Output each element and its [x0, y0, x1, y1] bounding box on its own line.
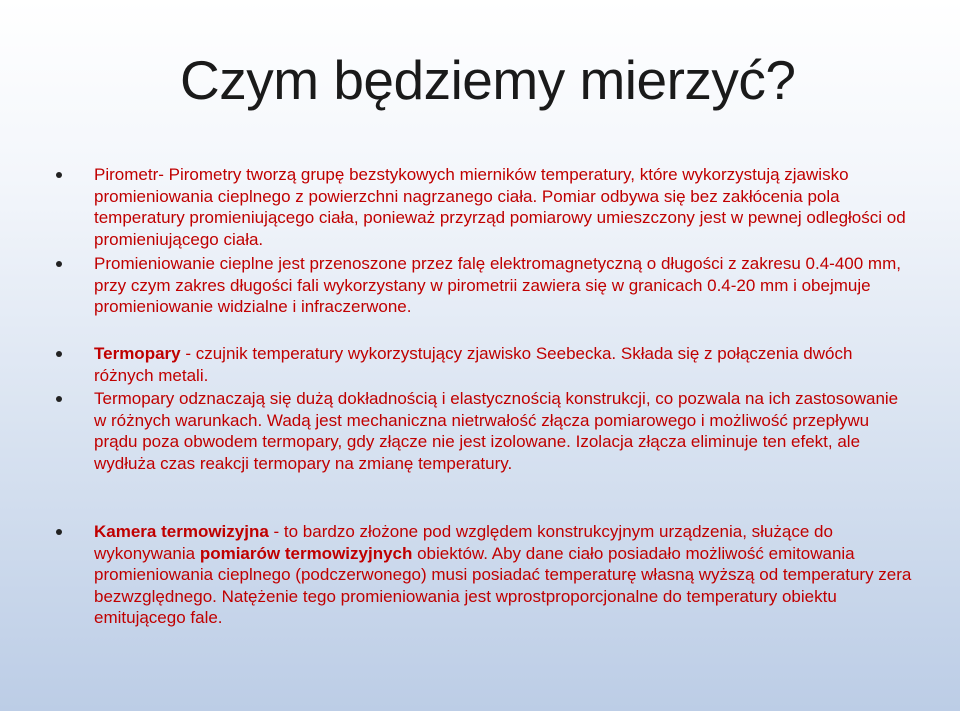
bullet-text-kamera-2: obiektów. Aby dane ciało posiadało możliwość emitowania promieniowania cieplnego (podczerwonego) musi posiadać temperaturę własną wyższą od temperatury zera bezwzględnego. Natężenie tego promieniowania jest wprostproporcjonalne do temperatury obiektu emitującego fale. [94, 543, 912, 627]
bullet-dot-icon [56, 396, 62, 402]
bullet-text-termopary: - czujnik temperatury wykorzystujący zjawisko Seebecka. Składa się z połączenia dwóch różnych metali. [94, 344, 853, 385]
bullet-lead-termopary: Termopary [94, 344, 181, 363]
bullet-dot-icon [56, 351, 62, 357]
bullet-kamera [94, 521, 914, 629]
bullet-lead-pirometr: Pirometr [94, 165, 159, 184]
bullet-dot-icon [56, 172, 62, 178]
bullet-promieniowanie [94, 253, 914, 318]
bullet-pirometr [94, 164, 914, 250]
bullet-text-kamera-1: - to bardzo złożone pod względem konstrukcyjnym urządzenia, służące do wykonywania [94, 522, 833, 563]
bullet-termopary-cechy [94, 388, 914, 474]
bullet-lead-kamera: Kamera termowizyjna [94, 522, 269, 541]
bullet-dot-icon [56, 529, 62, 535]
bullet-text-pirometr: - Pirometry tworzą grupę bezstykowych mierników temperatury, które wykorzystują zjawisko promieniowania cieplnego z powierzchni nagrzanego ciała. Pomiar odbywa się bez zakłócenia pola temperatury promieniującego ciała, ponieważ przyrząd pomiarowy umieszczony jest w pewnej odległości od promieniującego ciała. [94, 165, 906, 249]
bullet-termopary [94, 343, 914, 386]
bullet-text-promieniowanie: Promieniowanie cieplne jest przenoszone przez falę elektromagnetyczną o długości z zakresu 0.4-400 mm, przy czym zakres długości fali wykorzystany w pirometrii zawiera się w granicach 0.4-20 mm i obejmuje promieniowanie widzialne i infraczerwone. [94, 254, 901, 316]
slide-title: Czym będziemy mierzyć? [180, 49, 796, 111]
bullet-emphasis-kamera: pomiarów termowizyjnych [199, 543, 413, 563]
bullet-text-termopary-cechy: Termopary odznaczają się dużą dokładnością i elastycznością konstrukcji, co pozwala na ich zastosowanie w różnych warunkach. Wadą jest mechaniczna nietrwałość złącza pomiarowego i możliwość przepływu prądu poza obwodem termopary, gdy złącze nie jest izolowane. Izolacja złącza eliminuje ten efekt, ale wydłuża czas reakcji termopary na zmianę temperatury. [94, 389, 899, 473]
bullet-dot-icon [56, 261, 62, 267]
